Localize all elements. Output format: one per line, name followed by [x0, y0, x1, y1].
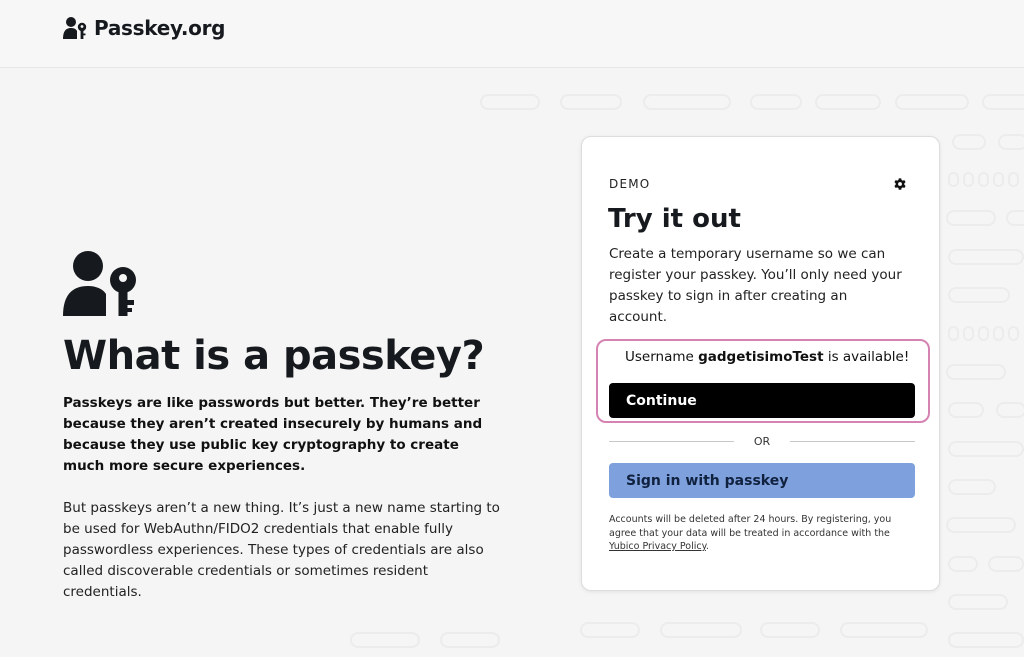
- gear-icon[interactable]: [893, 177, 907, 191]
- demo-label: DEMO: [609, 177, 651, 191]
- fine-print: [609, 513, 909, 554]
- hero-body-text: But passkeys aren’t a new thing. It’s just a new name starting to be used for WebAuthn/FIDO2 credentials that enable fully passwordless experiences. These types of credentials are also called discoverable credentials or sometimes resident credentials.: [63, 500, 500, 600]
- card-title: Try it out: [608, 204, 741, 234]
- availability-prefix: Username: [625, 349, 699, 365]
- or-label: OR: [753, 434, 771, 448]
- divider-line: [790, 441, 915, 442]
- user-key-icon: [63, 15, 89, 41]
- fine-print-end: .: [705, 541, 709, 552]
- user-key-icon: [63, 248, 141, 318]
- username-availability: [625, 349, 909, 365]
- or-divider: [609, 433, 915, 449]
- hero-lead-text: Passkeys are like passwords but better. They’re better because they aren’t created insecurely by humans and because they use public key cryptography to create much more secure experiences.: [63, 395, 483, 474]
- divider-line: [609, 441, 734, 442]
- site-header: [0, 0, 1024, 68]
- demo-card: [581, 136, 940, 591]
- card-description: Create a temporary username so we can register your passkey. You’ll only need your passkey to sign in after creating an account.: [609, 246, 902, 325]
- logo-text: Passkey.org: [94, 16, 226, 40]
- site-logo[interactable]: [63, 15, 225, 41]
- username-value: gadgetisimoTest: [698, 349, 824, 365]
- continue-button[interactable]: Continue: [609, 383, 915, 418]
- fine-print-text: Accounts will be deleted after 24 hours. By registering, you agree that your data will be treated in accordance with the: [609, 514, 892, 539]
- sign-in-with-passkey-button[interactable]: Sign in with passkey: [609, 463, 915, 498]
- privacy-policy-link[interactable]: Yubico Privacy Policy: [609, 541, 706, 552]
- page-title: What is a passkey?: [63, 333, 485, 379]
- hero-section: [63, 248, 503, 603]
- availability-suffix: is available!: [823, 349, 910, 365]
